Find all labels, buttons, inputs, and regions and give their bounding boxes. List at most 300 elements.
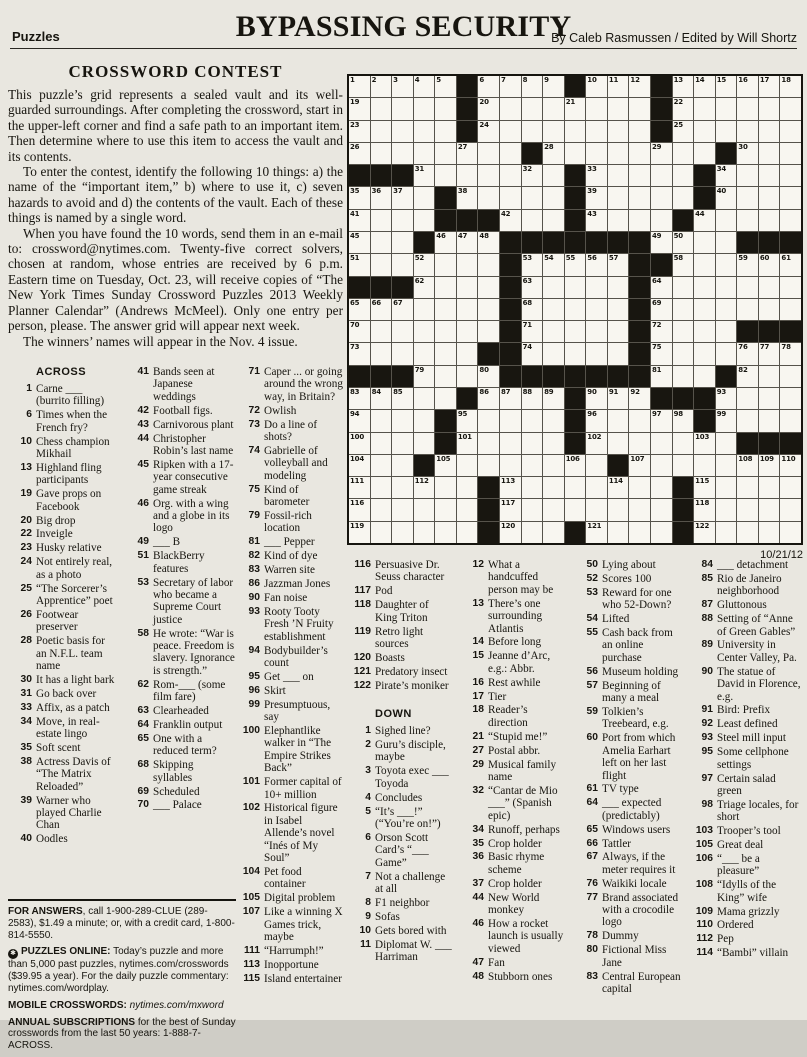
grid-cell[interactable]	[435, 388, 456, 409]
grid-cell[interactable]	[608, 410, 629, 431]
grid-cell[interactable]	[586, 143, 607, 164]
grid-cell[interactable]	[392, 76, 413, 97]
grid-cell[interactable]	[694, 477, 715, 498]
grid-cell[interactable]	[414, 277, 435, 298]
grid-cell[interactable]	[371, 76, 392, 97]
grid-cell[interactable]	[522, 254, 543, 275]
grid-cell[interactable]	[608, 388, 629, 409]
grid-cell[interactable]	[349, 522, 370, 543]
grid-cell[interactable]	[780, 143, 801, 164]
grid-cell[interactable]	[651, 321, 672, 342]
grid-cell[interactable]	[414, 143, 435, 164]
grid-cell[interactable]	[759, 210, 780, 231]
grid-cell[interactable]	[478, 433, 499, 454]
grid-cell[interactable]	[694, 499, 715, 520]
grid-cell[interactable]	[608, 143, 629, 164]
grid-cell[interactable]	[522, 499, 543, 520]
grid-cell[interactable]	[716, 522, 737, 543]
grid-cell[interactable]	[522, 321, 543, 342]
grid-cell[interactable]	[780, 76, 801, 97]
grid-cell[interactable]	[586, 165, 607, 186]
grid-cell[interactable]	[737, 299, 758, 320]
grid-cell[interactable]	[414, 522, 435, 543]
grid-cell[interactable]	[478, 388, 499, 409]
grid-cell[interactable]	[565, 254, 586, 275]
grid-cell[interactable]	[543, 455, 564, 476]
grid-cell[interactable]	[780, 455, 801, 476]
grid-cell[interactable]	[478, 76, 499, 97]
grid-cell[interactable]	[629, 455, 650, 476]
grid-cell[interactable]	[608, 321, 629, 342]
grid-cell[interactable]	[759, 143, 780, 164]
grid-cell[interactable]	[500, 121, 521, 142]
grid-cell[interactable]	[500, 522, 521, 543]
grid-cell[interactable]	[478, 121, 499, 142]
grid-cell[interactable]	[543, 388, 564, 409]
grid-cell[interactable]	[457, 433, 478, 454]
grid-cell[interactable]	[629, 210, 650, 231]
grid-cell[interactable]	[716, 477, 737, 498]
grid-cell[interactable]	[457, 232, 478, 253]
grid-cell[interactable]	[651, 143, 672, 164]
grid-cell[interactable]	[759, 388, 780, 409]
grid-cell[interactable]	[414, 343, 435, 364]
grid-cell[interactable]	[478, 410, 499, 431]
grid-cell[interactable]	[349, 76, 370, 97]
grid-cell[interactable]	[586, 522, 607, 543]
grid-cell[interactable]	[435, 343, 456, 364]
grid-cell[interactable]	[716, 343, 737, 364]
grid-cell[interactable]	[565, 121, 586, 142]
grid-cell[interactable]	[392, 210, 413, 231]
grid-cell[interactable]	[543, 121, 564, 142]
grid-cell[interactable]	[435, 277, 456, 298]
grid-cell[interactable]	[543, 477, 564, 498]
grid-cell[interactable]	[759, 522, 780, 543]
grid-cell[interactable]	[565, 321, 586, 342]
grid-cell[interactable]	[694, 433, 715, 454]
grid-cell[interactable]	[694, 76, 715, 97]
grid-cell[interactable]	[392, 232, 413, 253]
grid-cell[interactable]	[392, 477, 413, 498]
grid-cell[interactable]	[608, 187, 629, 208]
grid-cell[interactable]	[457, 299, 478, 320]
grid-cell[interactable]	[608, 343, 629, 364]
grid-cell[interactable]	[608, 522, 629, 543]
grid-cell[interactable]	[371, 388, 392, 409]
grid-cell[interactable]	[543, 499, 564, 520]
grid-cell[interactable]	[651, 433, 672, 454]
grid-cell[interactable]	[694, 121, 715, 142]
grid-cell[interactable]	[694, 98, 715, 119]
grid-cell[interactable]	[522, 299, 543, 320]
grid-cell[interactable]	[392, 343, 413, 364]
grid-cell[interactable]	[392, 299, 413, 320]
grid-cell[interactable]	[629, 433, 650, 454]
grid-cell[interactable]	[716, 455, 737, 476]
grid-cell[interactable]	[629, 499, 650, 520]
grid-cell[interactable]	[759, 410, 780, 431]
grid-cell[interactable]	[737, 121, 758, 142]
grid-cell[interactable]	[608, 299, 629, 320]
grid-cell[interactable]	[759, 98, 780, 119]
grid-cell[interactable]	[586, 187, 607, 208]
grid-cell[interactable]	[500, 143, 521, 164]
grid-cell[interactable]	[586, 254, 607, 275]
grid-cell[interactable]	[586, 76, 607, 97]
grid-cell[interactable]	[435, 321, 456, 342]
grid-cell[interactable]	[457, 455, 478, 476]
grid-cell[interactable]	[673, 98, 694, 119]
grid-cell[interactable]	[759, 76, 780, 97]
grid-cell[interactable]	[780, 499, 801, 520]
grid-cell[interactable]	[478, 143, 499, 164]
grid-cell[interactable]	[414, 210, 435, 231]
grid-cell[interactable]	[737, 388, 758, 409]
grid-cell[interactable]	[780, 98, 801, 119]
grid-cell[interactable]	[371, 232, 392, 253]
grid-cell[interactable]	[522, 121, 543, 142]
grid-cell[interactable]	[780, 343, 801, 364]
grid-cell[interactable]	[392, 433, 413, 454]
grid-cell[interactable]	[543, 210, 564, 231]
grid-cell[interactable]	[392, 98, 413, 119]
grid-cell[interactable]	[565, 299, 586, 320]
grid-cell[interactable]	[673, 121, 694, 142]
grid-cell[interactable]	[673, 165, 694, 186]
grid-cell[interactable]	[478, 277, 499, 298]
grid-cell[interactable]	[673, 410, 694, 431]
grid-cell[interactable]	[457, 143, 478, 164]
grid-cell[interactable]	[478, 187, 499, 208]
grid-cell[interactable]	[716, 76, 737, 97]
grid-cell[interactable]	[673, 187, 694, 208]
grid-cell[interactable]	[586, 299, 607, 320]
grid-cell[interactable]	[716, 410, 737, 431]
grid-cell[interactable]	[780, 388, 801, 409]
grid-cell[interactable]	[737, 98, 758, 119]
grid-cell[interactable]	[435, 477, 456, 498]
grid-cell[interactable]	[608, 76, 629, 97]
grid-cell[interactable]	[608, 499, 629, 520]
grid-cell[interactable]	[716, 165, 737, 186]
grid-cell[interactable]	[716, 187, 737, 208]
grid-cell[interactable]	[500, 210, 521, 231]
grid-cell[interactable]	[522, 455, 543, 476]
grid-cell[interactable]	[780, 410, 801, 431]
grid-cell[interactable]	[780, 277, 801, 298]
grid-cell[interactable]	[371, 98, 392, 119]
grid-cell[interactable]	[586, 321, 607, 342]
grid-cell[interactable]	[414, 499, 435, 520]
grid-cell[interactable]	[694, 321, 715, 342]
grid-cell[interactable]	[414, 165, 435, 186]
grid-cell[interactable]	[608, 210, 629, 231]
grid-cell[interactable]	[349, 343, 370, 364]
grid-cell[interactable]	[392, 321, 413, 342]
grid-cell[interactable]	[435, 455, 456, 476]
grid-cell[interactable]	[629, 522, 650, 543]
grid-cell[interactable]	[737, 366, 758, 387]
grid-cell[interactable]	[586, 433, 607, 454]
grid-cell[interactable]	[435, 232, 456, 253]
grid-cell[interactable]	[457, 321, 478, 342]
grid-cell[interactable]	[694, 277, 715, 298]
grid-cell[interactable]	[759, 187, 780, 208]
grid-cell[interactable]	[457, 254, 478, 275]
grid-cell[interactable]	[371, 187, 392, 208]
grid-cell[interactable]	[371, 522, 392, 543]
grid-cell[interactable]	[780, 366, 801, 387]
grid-cell[interactable]	[478, 455, 499, 476]
grid-cell[interactable]	[673, 366, 694, 387]
grid-cell[interactable]	[737, 522, 758, 543]
grid-cell[interactable]	[586, 343, 607, 364]
grid-cell[interactable]	[565, 343, 586, 364]
grid-cell[interactable]	[673, 299, 694, 320]
grid-cell[interactable]	[651, 499, 672, 520]
grid-cell[interactable]	[435, 254, 456, 275]
grid-cell[interactable]	[500, 187, 521, 208]
grid-cell[interactable]	[522, 410, 543, 431]
grid-cell[interactable]	[457, 499, 478, 520]
grid-cell[interactable]	[565, 277, 586, 298]
grid-cell[interactable]	[651, 522, 672, 543]
grid-cell[interactable]	[716, 232, 737, 253]
grid-cell[interactable]	[651, 165, 672, 186]
grid-cell[interactable]	[543, 277, 564, 298]
grid-cell[interactable]	[392, 410, 413, 431]
grid-cell[interactable]	[586, 410, 607, 431]
grid-cell[interactable]	[500, 477, 521, 498]
grid-cell[interactable]	[457, 187, 478, 208]
grid-cell[interactable]	[780, 165, 801, 186]
grid-cell[interactable]	[651, 343, 672, 364]
grid-cell[interactable]	[716, 98, 737, 119]
grid-cell[interactable]	[759, 343, 780, 364]
grid-cell[interactable]	[565, 455, 586, 476]
grid-cell[interactable]	[586, 98, 607, 119]
grid-cell[interactable]	[780, 254, 801, 275]
grid-cell[interactable]	[392, 522, 413, 543]
grid-cell[interactable]	[716, 299, 737, 320]
grid-cell[interactable]	[435, 499, 456, 520]
grid-cell[interactable]	[629, 388, 650, 409]
grid-cell[interactable]	[629, 477, 650, 498]
grid-cell[interactable]	[586, 121, 607, 142]
grid-cell[interactable]	[759, 121, 780, 142]
grid-cell[interactable]	[349, 433, 370, 454]
grid-cell[interactable]	[759, 299, 780, 320]
grid-cell[interactable]	[737, 143, 758, 164]
grid-cell[interactable]	[737, 210, 758, 231]
grid-cell[interactable]	[694, 522, 715, 543]
grid-cell[interactable]	[673, 277, 694, 298]
grid-cell[interactable]	[737, 410, 758, 431]
grid-cell[interactable]	[543, 522, 564, 543]
grid-cell[interactable]	[371, 210, 392, 231]
grid-cell[interactable]	[694, 366, 715, 387]
grid-cell[interactable]	[673, 143, 694, 164]
grid-cell[interactable]	[392, 254, 413, 275]
grid-cell[interactable]	[565, 143, 586, 164]
grid-cell[interactable]	[673, 76, 694, 97]
grid-cell[interactable]	[716, 121, 737, 142]
grid-cell[interactable]	[349, 477, 370, 498]
grid-cell[interactable]	[543, 321, 564, 342]
grid-cell[interactable]	[371, 343, 392, 364]
grid-cell[interactable]	[673, 232, 694, 253]
grid-cell[interactable]	[349, 499, 370, 520]
grid-cell[interactable]	[414, 433, 435, 454]
grid-cell[interactable]	[392, 187, 413, 208]
grid-cell[interactable]	[457, 165, 478, 186]
grid-cell[interactable]	[414, 76, 435, 97]
grid-cell[interactable]	[651, 455, 672, 476]
grid-cell[interactable]	[500, 98, 521, 119]
grid-cell[interactable]	[608, 98, 629, 119]
grid-cell[interactable]	[392, 455, 413, 476]
grid-cell[interactable]	[457, 277, 478, 298]
grid-cell[interactable]	[651, 277, 672, 298]
grid-cell[interactable]	[522, 210, 543, 231]
grid-cell[interactable]	[371, 499, 392, 520]
grid-cell[interactable]	[522, 433, 543, 454]
grid-cell[interactable]	[737, 165, 758, 186]
grid-cell[interactable]	[673, 254, 694, 275]
grid-cell[interactable]	[457, 343, 478, 364]
grid-cell[interactable]	[716, 433, 737, 454]
grid-cell[interactable]	[759, 477, 780, 498]
grid-cell[interactable]	[737, 277, 758, 298]
grid-cell[interactable]	[414, 98, 435, 119]
grid-cell[interactable]	[629, 187, 650, 208]
grid-cell[interactable]	[716, 499, 737, 520]
grid-cell[interactable]	[543, 165, 564, 186]
grid-cell[interactable]	[694, 232, 715, 253]
grid-cell[interactable]	[349, 254, 370, 275]
grid-cell[interactable]	[349, 388, 370, 409]
grid-cell[interactable]	[716, 388, 737, 409]
grid-cell[interactable]	[435, 522, 456, 543]
grid-cell[interactable]	[694, 210, 715, 231]
grid-cell[interactable]	[780, 121, 801, 142]
grid-cell[interactable]	[371, 410, 392, 431]
grid-cell[interactable]	[371, 143, 392, 164]
grid-cell[interactable]	[349, 210, 370, 231]
grid-cell[interactable]	[586, 388, 607, 409]
grid-cell[interactable]	[522, 522, 543, 543]
grid-cell[interactable]	[500, 499, 521, 520]
grid-cell[interactable]	[694, 455, 715, 476]
grid-cell[interactable]	[435, 121, 456, 142]
grid-cell[interactable]	[500, 165, 521, 186]
grid-cell[interactable]	[608, 121, 629, 142]
grid-cell[interactable]	[522, 343, 543, 364]
grid-cell[interactable]	[522, 277, 543, 298]
grid-cell[interactable]	[371, 477, 392, 498]
grid-cell[interactable]	[371, 433, 392, 454]
grid-cell[interactable]	[478, 366, 499, 387]
grid-cell[interactable]	[716, 321, 737, 342]
grid-cell[interactable]	[414, 410, 435, 431]
grid-cell[interactable]	[716, 254, 737, 275]
grid-cell[interactable]	[565, 98, 586, 119]
grid-cell[interactable]	[522, 187, 543, 208]
grid-cell[interactable]	[629, 98, 650, 119]
grid-cell[interactable]	[629, 121, 650, 142]
grid-cell[interactable]	[651, 299, 672, 320]
grid-cell[interactable]	[651, 410, 672, 431]
grid-cell[interactable]	[457, 522, 478, 543]
grid-cell[interactable]	[629, 76, 650, 97]
grid-cell[interactable]	[673, 433, 694, 454]
grid-cell[interactable]	[414, 299, 435, 320]
grid-cell[interactable]	[522, 165, 543, 186]
grid-cell[interactable]	[543, 254, 564, 275]
grid-cell[interactable]	[349, 187, 370, 208]
grid-cell[interactable]	[500, 433, 521, 454]
grid-cell[interactable]	[651, 210, 672, 231]
grid-cell[interactable]	[608, 165, 629, 186]
grid-cell[interactable]	[737, 76, 758, 97]
grid-cell[interactable]	[586, 455, 607, 476]
grid-cell[interactable]	[392, 143, 413, 164]
grid-cell[interactable]	[780, 522, 801, 543]
grid-cell[interactable]	[435, 98, 456, 119]
grid-cell[interactable]	[694, 143, 715, 164]
grid-cell[interactable]	[737, 254, 758, 275]
grid-cell[interactable]	[586, 477, 607, 498]
grid-cell[interactable]	[780, 210, 801, 231]
grid-cell[interactable]	[586, 277, 607, 298]
grid-cell[interactable]	[629, 165, 650, 186]
grid-cell[interactable]	[349, 455, 370, 476]
grid-cell[interactable]	[414, 366, 435, 387]
grid-cell[interactable]	[435, 366, 456, 387]
grid-cell[interactable]	[673, 343, 694, 364]
grid-cell[interactable]	[522, 98, 543, 119]
grid-cell[interactable]	[716, 210, 737, 231]
grid-cell[interactable]	[371, 321, 392, 342]
grid-cell[interactable]	[435, 76, 456, 97]
grid-cell[interactable]	[737, 477, 758, 498]
grid-cell[interactable]	[371, 254, 392, 275]
grid-cell[interactable]	[500, 455, 521, 476]
grid-cell[interactable]	[543, 410, 564, 431]
grid-cell[interactable]	[478, 299, 499, 320]
grid-cell[interactable]	[737, 499, 758, 520]
grid-cell[interactable]	[457, 410, 478, 431]
grid-cell[interactable]	[629, 410, 650, 431]
grid-cell[interactable]	[500, 388, 521, 409]
grid-cell[interactable]	[435, 165, 456, 186]
grid-cell[interactable]	[759, 165, 780, 186]
grid-cell[interactable]	[349, 232, 370, 253]
grid-cell[interactable]	[759, 499, 780, 520]
grid-cell[interactable]	[457, 477, 478, 498]
grid-cell[interactable]	[414, 254, 435, 275]
grid-cell[interactable]	[565, 477, 586, 498]
grid-cell[interactable]	[435, 299, 456, 320]
grid-cell[interactable]	[543, 98, 564, 119]
grid-cell[interactable]	[414, 388, 435, 409]
grid-cell[interactable]	[694, 299, 715, 320]
grid-cell[interactable]	[780, 299, 801, 320]
grid-cell[interactable]	[651, 366, 672, 387]
grid-cell[interactable]	[565, 499, 586, 520]
grid-cell[interactable]	[392, 121, 413, 142]
